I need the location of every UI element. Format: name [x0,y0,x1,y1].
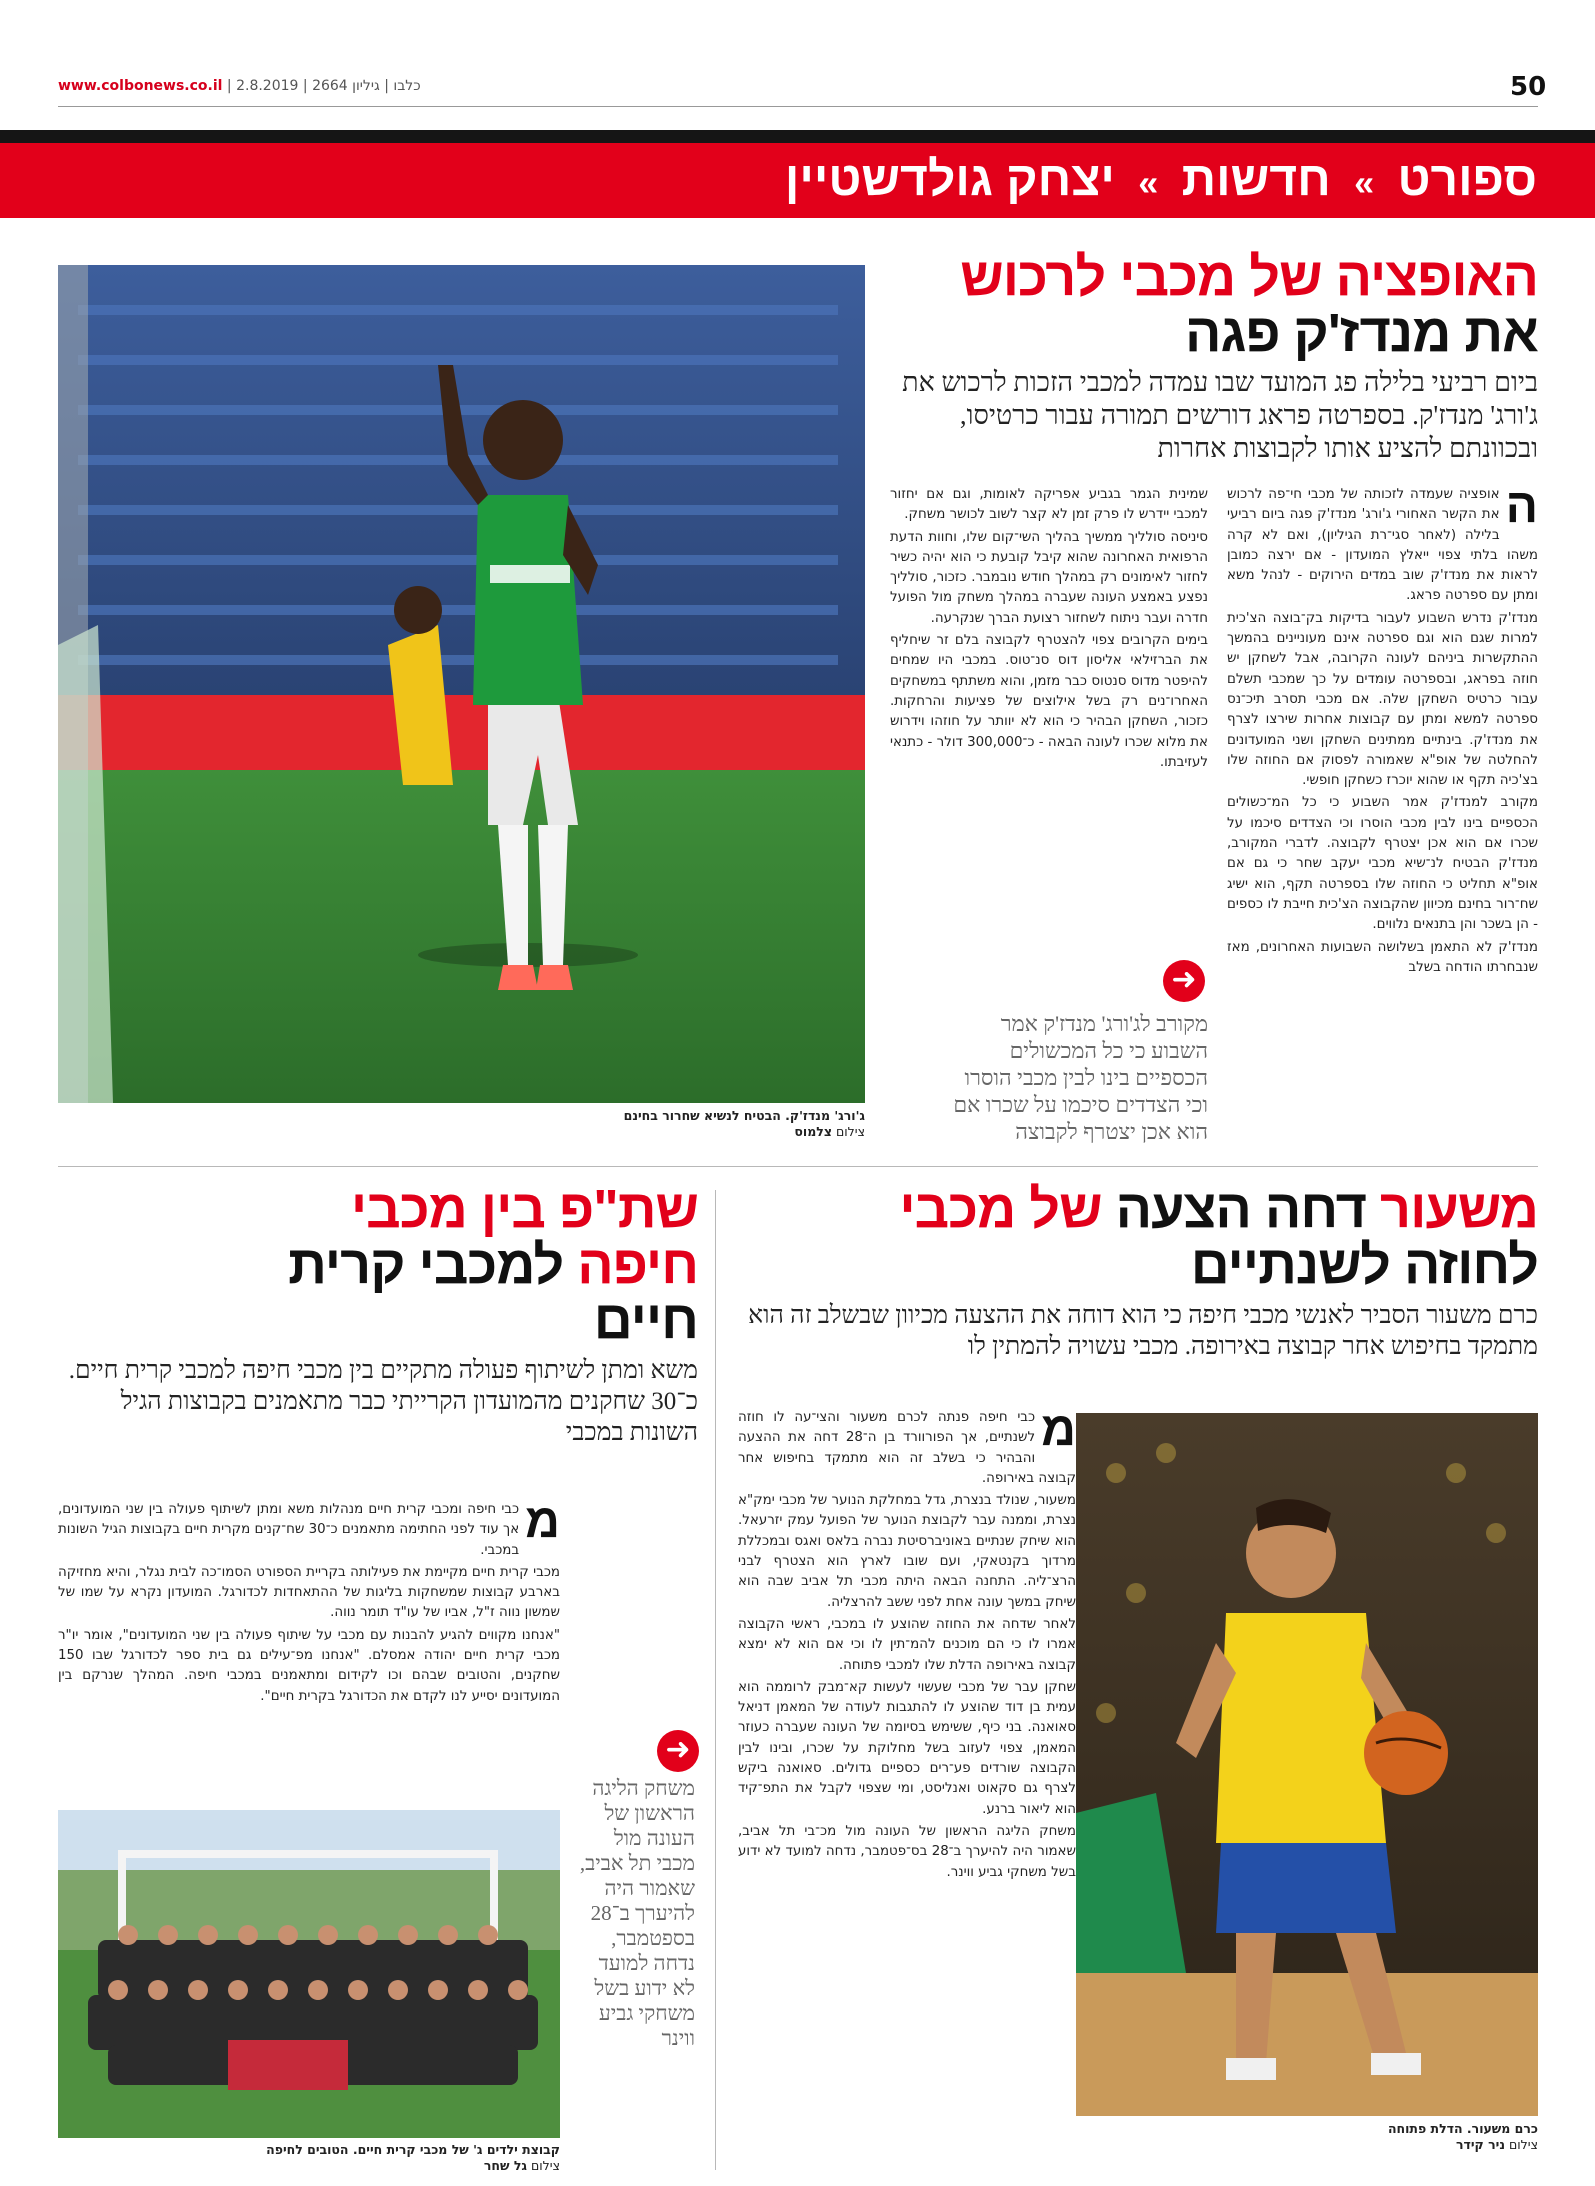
headline-red-words: של מכבי [899,1179,1102,1239]
author-name: יצחק גולדשטיין [784,153,1115,206]
article2-column [738,1408,1076,2168]
black-bar [0,130,1595,143]
paragraph: שמינית הגמר בגביע אפריקה לאומות, וגם אם יחזור למכבי יידרש לו פרק זמן לא קצר לשוב לכושר משחק. [890,487,1208,523]
caption-text: קבוצת ילדים ג' של מכבי קרית חיים. הטובים לחיפה [266,2142,560,2157]
paragraph: כבי חיפה פנתה לכרם משעור והצי־עה לו חוזה לשנתיים, אך הפורוורד בן ה־28 דחה את ההצעה והבהיר כי בשלב זה הוא מתמקד בחיפוש אחר קבוצה באירופה. [738,1410,1076,1486]
chevron-separator-icon: » [1354,162,1375,203]
article3-headline [58,1179,698,1351]
headline-line2: את מנדז'ק פגה [1184,302,1538,363]
article3-column [58,1500,560,1800]
masthead-meta [58,78,421,94]
article1-pullquote: מקורב לג'ורג' מנדז'ק אמר השבוע כי כל המכשולים הכספיים בינו לבין מכבי הוסרו וכי הצדדים סיכמו על שכרו אם הוא אכן יצטרף לקבוצה [953,1011,1208,1144]
paragraph: שחקן עבר של מכבי שעשוי לעשות קא־מבק לרוממה הוא עמית בן דוד שהוצע לו להתגבות לעודה של המאמן דניאל סאואנה. בני כיף, ששימש בסיומה של העונה שעברה כעוזר המאמן, צפוי לעזוב בשל מחלוקת על שכרו, ובינו לבין הקבוצה שורדים פע־רים כספיים גדולים. סאואנה ביקש לצרף גם סקאוט ואנליסט, ומי שצפוי לקבל את התפ־קיד הוא ליאור ברנע. [738,1679,1076,1817]
caption-text: כרם משעור. הדלת פתוחה [1387,2121,1538,2136]
credit-label: צילום [1508,2137,1538,2152]
arrow-right-icon: ➜ [657,1730,699,1772]
caption-text: ג'ורג' מנדז'ק. הבטיח לנשיא שחרור בחינם [623,1108,865,1123]
headline-line1: האופציה של מכבי לרכוש [960,247,1538,307]
headline-line2: לחוזה לשנתיים [1190,1234,1538,1295]
site-url[interactable]: www.colbonews.co.il [58,78,223,94]
article3-pullquote: משחק הליגה הראשון של העונה מול מכבי תל אביב, שאמור היה להיערך ב־28 בספטמבר, נדחה למועד לא ידוע בשל משחקי גביע ווינר [579,1776,695,2050]
credit-name: גל שחר [483,2158,527,2173]
headline-black-words: דחה הצעה [1115,1179,1367,1239]
headline-red-word: חיפה [577,1234,698,1295]
paragraph: כבי חיפה ומכבי קרית חיים מנהלות משא ומתן לשיתוף פעולה בין שני המועדונים, אך עוד לפני החתימה מתאמנים כ־30 שח־קנים מקרית חיים בקבוצות הגיל השונות במכבי. [58,1502,520,1558]
chevron-separator-icon: » [1138,162,1159,203]
dropcap: מ [1041,1408,1076,1456]
paragraph: מכבי קרית חיים מקיימת את פעילותה בקריית הספורט הסמו־כה לבית נגלר, והיא מחזיקה בארבע קבוצות שמשחקות בליגות של ההתאחדות לכדורגל. המועדון נקרא על שמו של שמשון נווה ז"ל, אביו של עו"ד תומר נווה. [58,1564,560,1621]
article3-subhead: משא ומתן לשיתוף פעולה מתקיים בין מכבי חיפה למכבי קרית חיים. כ־30 שחקנים מהמועדון הקרייתי כבר מתאמנים בקבוצות הגיל השונות במכבי [68,1357,698,1446]
paragraph: מנדז'ק נדרש השבוע לעבור בדיקות בק־בוצה הצ'כית למרות שגם הוא וגם ספרטה אינם מעוניינים בהמשך ההתקשרות ביניהם לעונה הקרובה, אבל לשחקן יש חוזה בפראג, ובספרטה עומדים על כך שמכבי תשלם עבור כרטיס השחקן שלה. אם מכבי תסרב תיכ־נס ספרטה למשא ומתן עם קבוצות אחרות שירצו לצרף את מנדז'ק. בינתיים ממתינים השחקן ושני המועדונים להחלטה של אופ"א שאמורה לפסוק אם החוזה שלו בצ'כיה תקף או שהוא יוכרז כשחקן חופשי. [1227,610,1538,789]
article1-photo-caption [58,1108,865,1140]
headline-line3: חיים [593,1290,698,1351]
dropcap: מ [525,1500,560,1548]
section-banner-text [785,150,1537,210]
basketball-player-photo [1076,1413,1538,2116]
article3-photo [58,1810,560,2138]
article2-photo [1076,1413,1538,2116]
headline-line2 [58,1234,698,1295]
article3-photo-caption [58,2142,560,2174]
article1-column-right [1227,485,1538,1148]
paragraph: בימים הקרובים צפוי להצטרף לקבוצה בלם זר שיחליף את הברזילאי אליסון דוס סנ־טוס. במכבי היו שמחים להיפטר מדוס סנטוס כבר מזמן, והוא משתתף במשחקים האחרו־נים רק בשל אילוצים של פציעות והרחקות. כזכור, השחקן הבהיר כי הוא לא יוותר על חוזהו וידרוש את מלוא שכרו לעונה הבאה - כ־300,000 דולר - כתנאי לעזיבתו. [890,633,1208,770]
paragraph: משעור, שנולד בנצרת, גדל במחלקת הנוער של מכבי ימק"א נצרת, וממנה עבר לקבוצת הנוער של הפועל עמק יזרעאל. הוא שיחק שנתיים באוניברסיטת נברה בלאס ואגס ובמכללת מרדוך בקנטאקי, ועם שובו לארץ הוא הצטרף לבני הרצ־ליה. התחנה הבאה היתה מכבי תל אביב שבה הוא שיחק במשך עונה אחת לפני ששב להרצליה. [738,1493,1076,1610]
paragraph: משחק הליגה הראשון של העונה מול מכ־בי תל אביב, שאמור היה להיערך ב־28 בס־פטמבר, נדחה למועד לא ידוע בשל משחקי גביע ווינר. [738,1823,1076,1880]
youth-team-photo [58,1810,560,2138]
column-divider [715,1190,716,2170]
headline-line1: שת"פ בין מכבי [350,1179,698,1239]
headline-red-word: משעור [1380,1179,1538,1239]
headline-line1 [720,1179,1538,1239]
credit-name: צלמוס [794,1124,832,1139]
page-number: 50 [1510,72,1547,102]
article2-subhead: כרם משעור הסביר לאנשי מכבי חיפה כי הוא דוחה את ההצעה מכיוון שבשלב זה הוא מתמקד בחיפוש אחר קבוצה באירופה. מכבי עשויה להמתין לו [748,1302,1538,1360]
paragraph: סיניסה סולליך ממשיך בהליך השי־קום שלו, וחוות הדעת הרפואית האחרונה שהוא קיבל קובעת כי הוא יהיה כשיר לחזור לאימונים רק במהלך חודש נובמבר. כזכור, סולליך נפצע באמצע העונה שעברה במהלך משחק מול הפועל חדרה ועבר ניתוח לשחזור רצועת הברך שנקרעה. [890,529,1208,626]
article1-photo [58,265,865,1103]
article1-column-left [890,485,1208,945]
article2-photo-caption [1076,2121,1538,2153]
article1-headline [890,247,1538,363]
section-divider [58,1166,1538,1167]
soccer-player-photo [58,265,865,1103]
credit-label: צילום [835,1124,865,1139]
credit-label: צילום [530,2158,560,2173]
subsection-label: חדשות [1181,153,1331,206]
arrow-right-icon: ➜ [1163,960,1205,1002]
header-rule [58,106,1538,107]
article1-subhead: ביום רביעי בלילה פג המועד שבו עמדה למכבי הזכות לרכוש את ג'ורג' מנדז'ק. בספרטה פראג דורשים תמורה עבור כרטיסו, ובכוונתם להציע אותו לקבוצות אחרות [902,367,1538,463]
section-label: ספורט [1397,153,1537,206]
paragraph: אופציה שעמדה לזכותה של מכבי חי־פה לרכוש את הקשר האחורי ג'ורג' מנדז'ק פגה ביום רביעי בלילה (לאחר סגי־רת הגיליון), ואם לא קרה משהו בלתי צפוי ייאלץ המועדון - אם ירצה כמובן לראות את מנדז'ק שוב במדים הירוקים - לנהל משא ומתן עם ספרטה פראג. [1227,487,1538,604]
paragraph: לאחר שדחה את החוזה שהוצע לו במכבי, ראשי הקבוצה אמרו לו כי הם מוכנים להמ־תין לו וכי אם הוא לא ימצא קבוצה באירופה הדלת שלו למכבי פתוחה. [738,1616,1076,1673]
credit-name: ניר קידר [1456,2137,1505,2152]
paragraph: מקורב למנדז'ק אמר השבוע כי כל המ־כשולים הכספיים בינו לבין מכבי הוסרו וכי הצדדים סיכמו על שכרו אם הוא אכן יצטרף לקבוצה. לדברי המקורב, מנדז'ק הבטיח לנ־שיא מכבי יעקב שחר כי גם אם אופ"א תחליט כי החוזה שלו בספרטה תקף, הוא ישיג שח־רור בחינם מכיוון שהקבוצה הצ'כית חייבת לו כספים - הן בשכר והן בתנאים נלווים. [1227,795,1538,933]
headline-black-words: למכבי קרית [288,1234,564,1295]
issue-info: | כלבו | גיליון 2664 | 2.8.2019 [226,78,421,94]
paragraph: מנדז'ק לא התאמן בשלושה השבועות האחרונים, מאז שנבחרתו הודחה בשלב [1227,939,1538,975]
paragraph: "אנחנו מקווים להגיע להבנות עם מכבי על שיתוף פעולה בין שני המועדונים", אומר יו"ר מכבי קרית חיים יהודה אמסלם. "אנחנו מפ־עילים גם בית ספר לכדורגל שבו 150 שחקנים, והטובים שבהם וכו לקידום ומתאמנים במכבי חיפה. המהלך שנרקם בין המועדונים יסייע לנו לקדם את הכדורגל בקרית חיים". [58,1627,560,1704]
dropcap: ה [1505,485,1538,533]
article2-headline [720,1179,1538,1295]
